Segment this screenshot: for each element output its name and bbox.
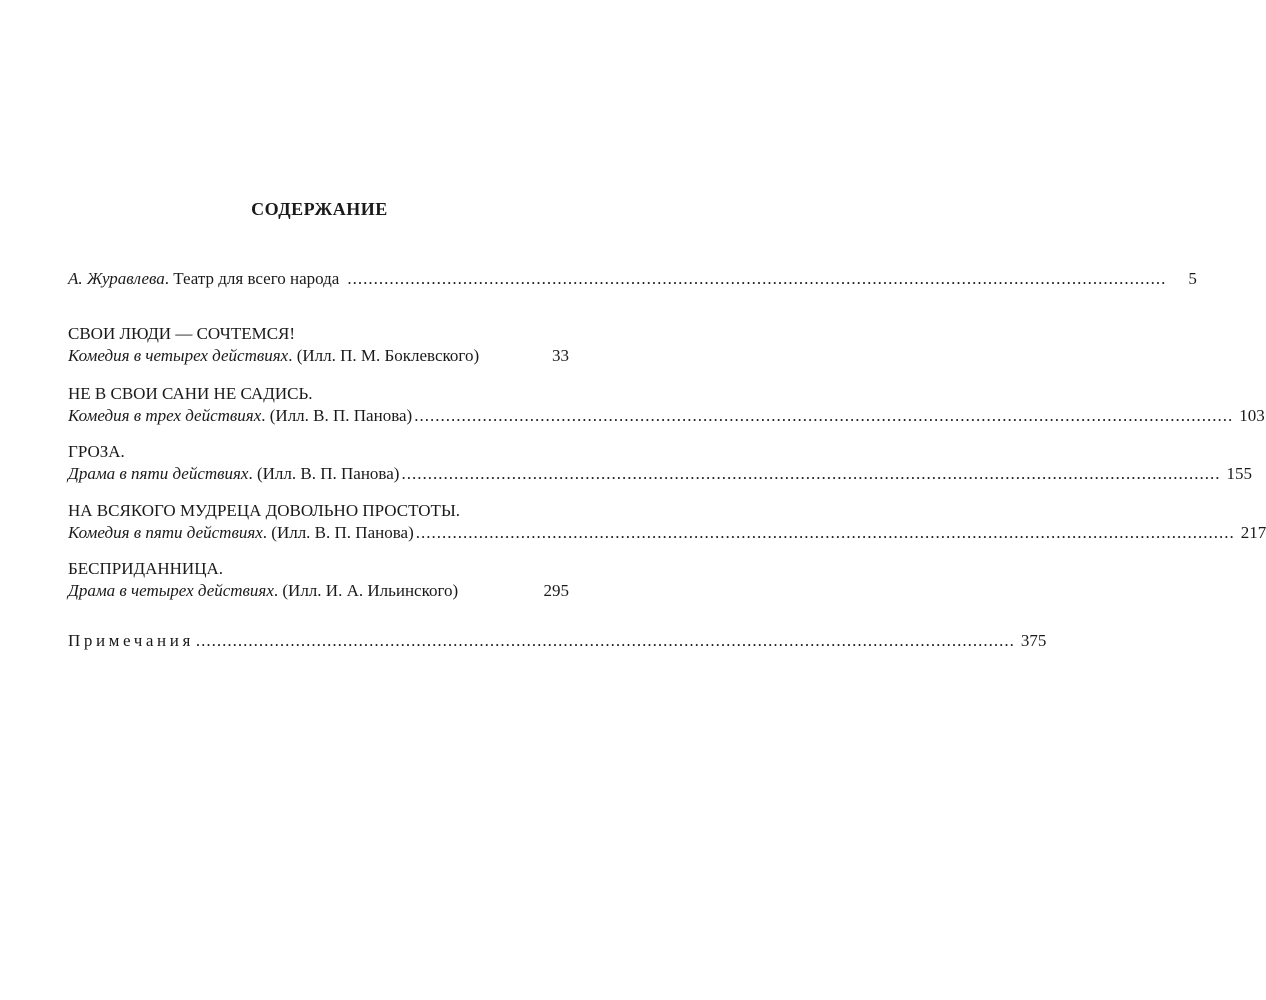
entry-page-number: 155 (1226, 464, 1252, 483)
entry-author: А. Журавлева (68, 269, 165, 288)
entry-genre: Драма в четырех действиях (68, 581, 274, 600)
toc-entry-ne-v-svoi-sani[interactable] (68, 383, 1265, 427)
entry-title: ГРОЗА. (68, 442, 125, 461)
entry-title: Театр для всего народа (173, 269, 340, 288)
toc-heading: СОДЕРЖАНИЕ (251, 199, 388, 219)
entry-illustrator: . (Илл. И. А. Ильинского) (273, 581, 459, 600)
entry-page-number: 217 (1240, 523, 1266, 542)
leader-dots: ............................................................................................................................................................ (414, 406, 1234, 425)
entry-page-number: 33 (552, 346, 569, 365)
leader-dots: ............................................................................................................................................................ (415, 523, 1235, 542)
entry-illustrator: . (Илл. В. П. Панова) (248, 464, 400, 483)
entry-page-number: 103 (1239, 406, 1265, 425)
toc-entry-na-vsyakogo-mudretsa[interactable] (68, 500, 1266, 544)
toc-entry-bespridannitsa[interactable] (68, 558, 569, 602)
entry-page-number: 375 (1020, 631, 1047, 650)
leader-dots: ............................................................................................................................................................ (347, 269, 1167, 288)
entry-author-separator: . (164, 269, 174, 288)
leader-dots: ............................................................................................................................................................ (401, 464, 1221, 483)
leader-dots: ............................................................................................................................................................ (195, 631, 1015, 650)
toc-entry-groza[interactable] (68, 441, 1252, 485)
toc-entry-svoi-lyudi[interactable] (68, 323, 569, 367)
entry-genre: Комедия в пяти действиях (68, 523, 263, 542)
entry-title: СВОИ ЛЮДИ — СОЧТЕМСЯ! (68, 324, 296, 343)
entry-title: НА ВСЯКОГО МУДРЕЦА ДОВОЛЬНО ПРОСТОТЫ. (68, 501, 461, 520)
entry-genre: Комедия в четырех действиях (68, 346, 289, 365)
toc-entry-notes[interactable] (68, 630, 1047, 652)
entry-page-number: 5 (1188, 269, 1197, 288)
entry-illustrator: . (Илл. В. П. Панова) (261, 406, 413, 425)
entry-genre: Драма в пяти действиях (68, 464, 249, 483)
toc-entry-intro[interactable] (68, 268, 1197, 290)
entry-title: НЕ В СВОИ САНИ НЕ САДИСЬ. (68, 384, 313, 403)
entry-title: БЕСПРИДАННИЦА. (68, 559, 224, 578)
entry-illustrator: . (Илл. П. М. Боклевского) (288, 346, 480, 365)
entry-illustrator: . (Илл. В. П. Панова) (262, 523, 414, 542)
entry-genre: Комедия в трех действиях (68, 406, 262, 425)
entry-title: Примечания (68, 631, 194, 650)
entry-page-number: 295 (543, 581, 569, 600)
